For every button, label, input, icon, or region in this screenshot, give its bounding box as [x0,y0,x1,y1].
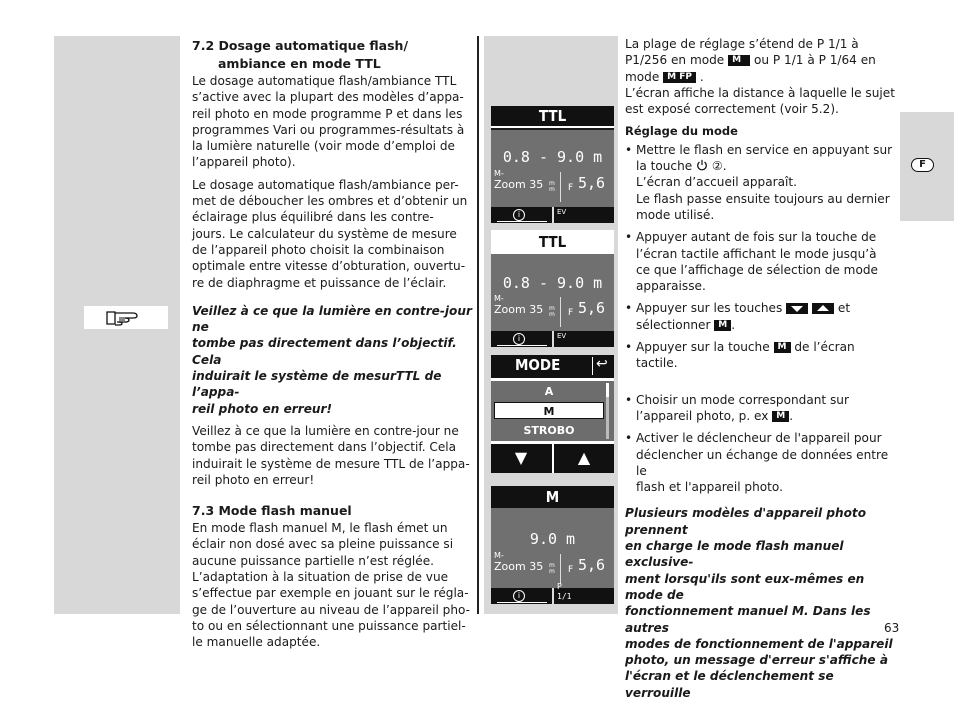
mode-option-a[interactable]: A [544,385,554,398]
distance-range: 0.8 - 9.0 m [502,148,603,166]
section-7-2-note: Veillez à ce que la lumière en contre-jour ne tombe pas directement dans l’objectif. Cela induirait le système de mesurTTL de l’appa- reil photo en erreur! [192,303,472,416]
step-mode-screen: • Appuyer autant de fois sur la touche de l’écran tactile affichant le mode jusqu’à ce que l’affichage de sélection de mode apparaisse. [625,229,897,294]
down-arrow-icon [786,303,808,314]
section-7-3-heading: 7.3 Mode flash manuel [192,503,352,519]
screen-title: M [491,486,614,508]
mode-m-badge: M [728,55,750,66]
screen-ttl-1: TTL 0.8 - 9.0 m M- Zoom 35 m m F 5,6 i EV [491,106,614,223]
aperture-value: 5,6 [578,556,606,574]
ev-button[interactable]: EV [557,208,567,216]
list-scrollbar[interactable] [606,383,609,439]
section-7-2-para2: Le dosage automatique flash/ambiance per- met de déboucher les ombres et d’obtenir un éclairage plus équilibré dans les contre- jours. Le calculateur du système de mesure de l’appareil photo choisit la combinaison optimale entre vitesse d’obturation, ouvertu- re de diaphragme et puissance de l’éclair. [192,177,468,290]
right-text-column [625,36,900,707]
language-badge: F [911,158,934,172]
section-7-2-para3: Veillez à ce que la lumière en contre-jour ne tombe pas directement dans l’objectif. Cela induirait le système de mesure TTL de l’appa- reil photo en erreur! [192,423,470,487]
screen-title: TTL [491,106,614,128]
step-press-m: • Appuyer sur la touche M de l’écran tactile. [625,339,897,372]
info-button[interactable]: i [513,590,525,602]
screen-title: MODE [515,356,561,374]
down-arrow-button[interactable]: ▼ [514,448,528,467]
steps-list [625,142,897,496]
ev-button[interactable]: EV [557,332,567,340]
aperture-value: 5,6 [578,299,606,317]
circled-number: ② [711,159,723,174]
closing-note: Plusieurs modèles d'appareil photo prennent en charge le mode flash manuel exclusive- ment lorsqu'ils sont eux-mêmes en mode de fonctionnement manuel M. Dans les autres modes de fonctionnement de l'appareil photo, un message d'erreur s'affiche à l'écran et le déclenchement se verrouille [625,506,893,700]
screen-manual: M 9.0 m M- Zoom 35 m m F 5,6 i P 1/1 [491,486,614,604]
page-number: 63 [884,621,900,635]
note-icon-box [84,306,168,329]
distance-value: 9.0 m [529,530,576,548]
reglage-heading: Réglage du mode [625,124,738,139]
screen-mode-select [491,355,614,473]
mode-m-badge: M [772,411,789,422]
up-arrow-icon [812,303,834,314]
mode-option-m[interactable]: M [494,402,604,419]
intro-range: La plage de réglage s’étend de P 1/1 à P1/256 en mode M ou P 1/1 à P 1/64 en mode M FP . [625,37,876,84]
mode-m-badge: M [774,342,791,353]
step-power-on: • Mettre le flash en service en appuyant sur la touche ②. L’écran d’accueil apparaît. Le flash passe ensuite toujours au dernier mode utilisé. [625,142,897,223]
power-icon [696,159,708,171]
middle-text-column [192,37,472,657]
column-divider [477,36,479,614]
intro-distance: L’écran affiche la distance à laquelle le sujet est exposé correctement (voir 5.2). [625,85,895,117]
info-button[interactable]: i [513,333,525,345]
pointing-hand-icon [105,309,145,327]
power-level-label[interactable]: P [557,582,562,591]
power-level-value[interactable]: 1/1 [557,592,572,601]
distance-range: 0.8 - 9.0 m [502,274,603,292]
mode-mfp-badge: M FP [663,72,696,83]
aperture-value: 5,6 [578,174,606,192]
step-select-m: • Appuyer sur les touches et sélectionner M . [625,300,897,333]
screen-ttl-2: TTL 0.8 - 9.0 m M- Zoom 35 m m F 5,6 i EV [491,230,614,347]
section-7-2-heading: 7.2 Dosage automatique flash/ ambiance en mode TTL [192,38,409,71]
mode-m-badge: M [714,320,731,331]
info-button[interactable]: i [513,209,525,221]
step-camera-mode: • Choisir un mode correspondant sur l’appareil photo, p. ex M . [625,392,897,425]
screen-title: TTL [491,230,614,254]
section-7-2-para1: Le dosage automatique flash/ambiance TTL s’active avec la plupart des modèles d’appa- reil photo en mode programme P et dans les programmes Vari ou programmes-résultats à la lumière naturelle (voir mode d’emploi de l’appareil photo). [192,74,465,170]
section-7-3-para: En mode flash manuel M, le flash émet un éclair non dosé avec sa pleine puissance si aucune puissance partielle n’est réglée. L’adaptation à la situation de prise de vue s’effectue par exemple en jouant sur le régla- ge de l’ouverture au niveau de l’appareil pho- to ou en sélectionnant une puissance partiel- le manuelle adaptée. [192,521,471,650]
back-icon[interactable]: ↩ [596,356,608,372]
up-arrow-button[interactable]: ▲ [577,448,591,467]
mode-option-strobo[interactable]: STROBO [523,424,575,437]
step-trigger: • Activer le déclencheur de l'appareil pour déclencher un échange de données entre le flash et l'appareil photo. [625,430,897,495]
